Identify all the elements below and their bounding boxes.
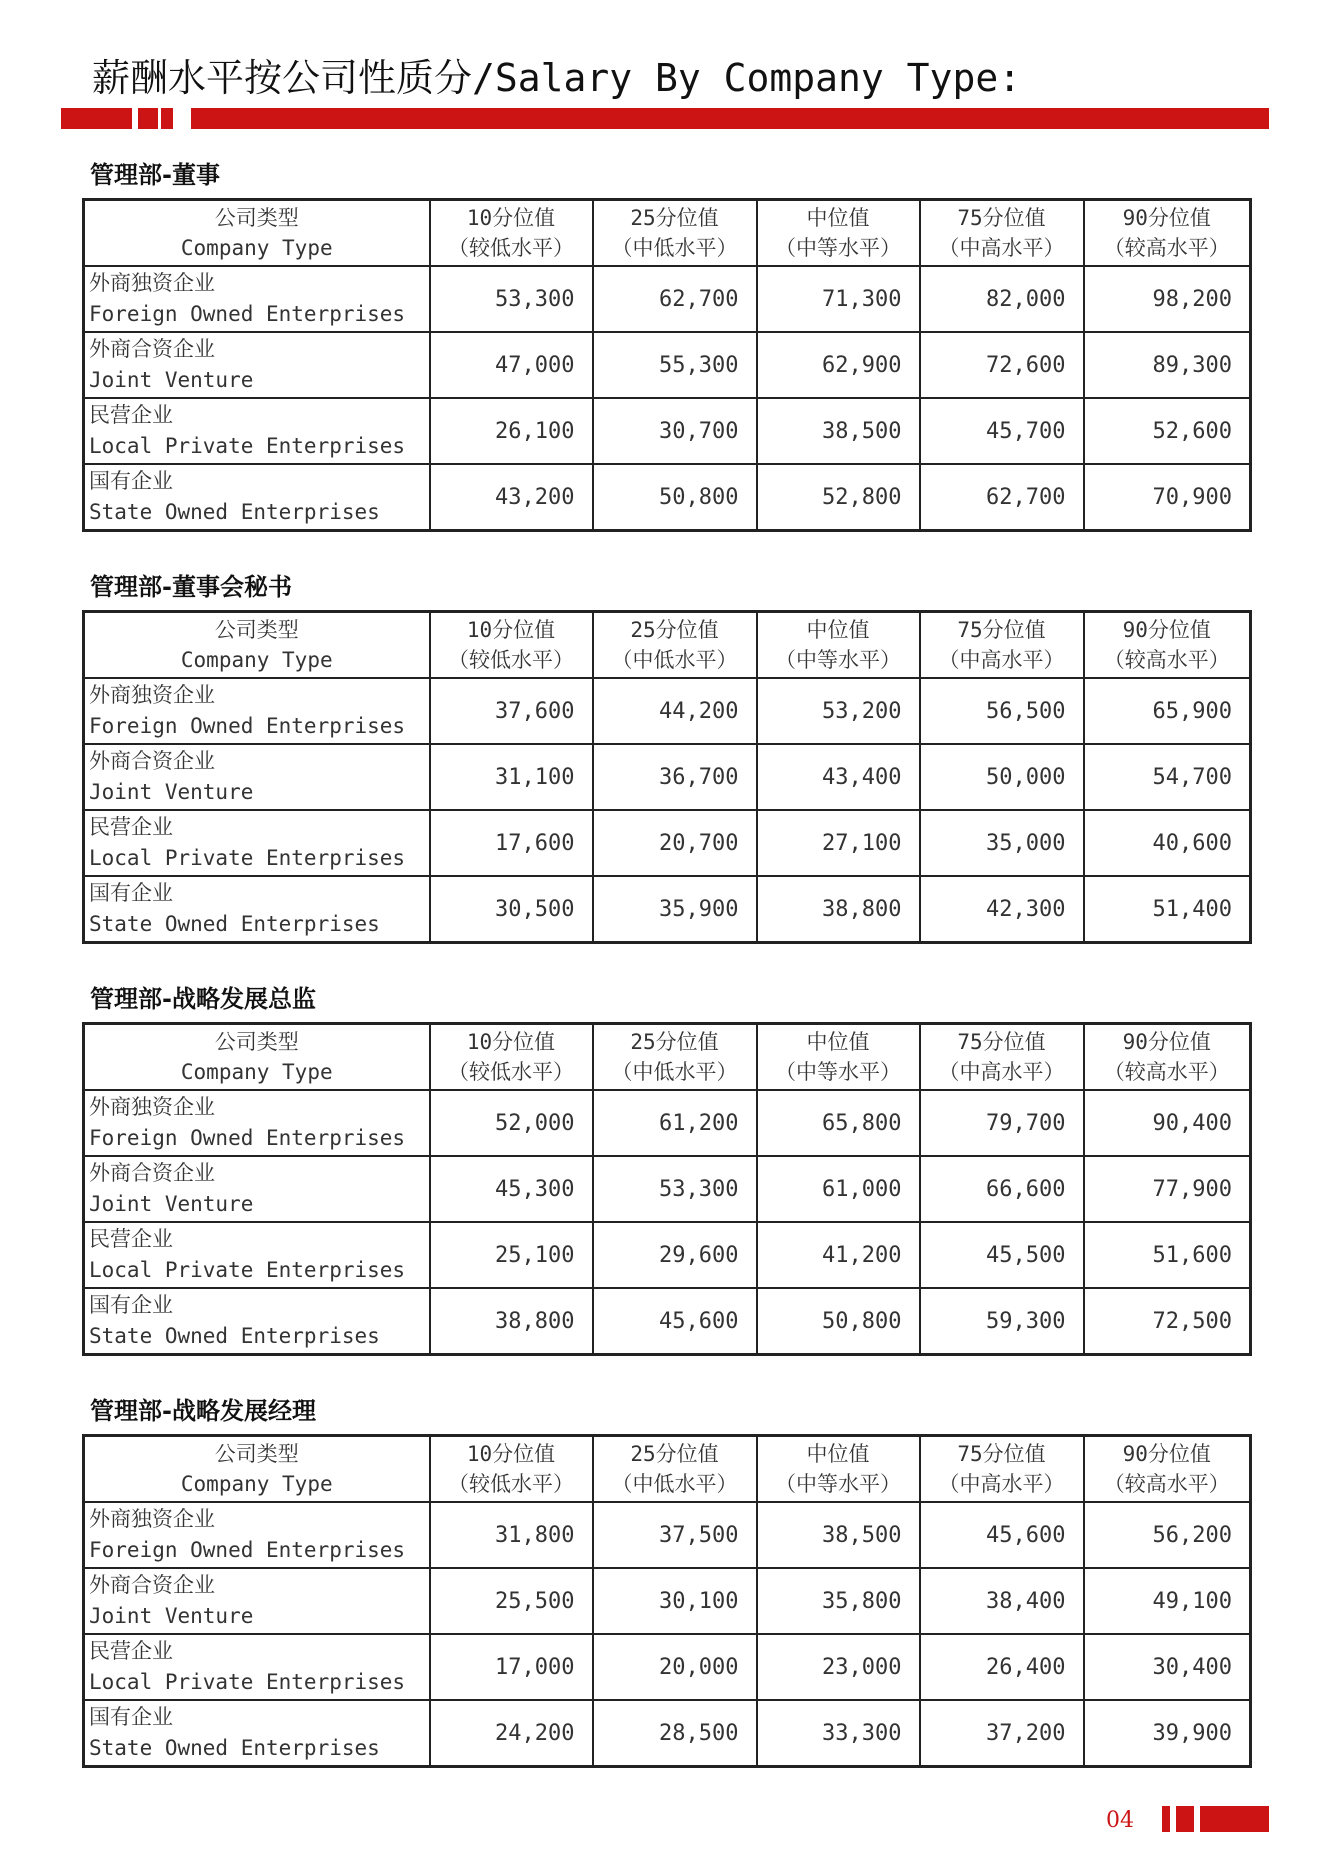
page-title: 薪酬水平按公司性质分/Salary By Company Type:	[92, 56, 1022, 100]
salary-value-cell: 45,600	[593, 1288, 757, 1355]
salary-value-cell: 33,300	[757, 1700, 920, 1767]
column-header-cn: 中位值	[806, 1442, 870, 1466]
company-type-cell	[84, 266, 430, 332]
column-header-en: （中高水平）	[938, 1472, 1065, 1496]
table-header-row	[84, 612, 1251, 679]
company-type-cn: 国有企业	[89, 1705, 173, 1729]
company-type-en: Local Private Enterprises	[89, 846, 406, 870]
company-type-cn: 国有企业	[89, 1293, 173, 1317]
salary-value-cell: 61,200	[593, 1090, 757, 1156]
column-header-cn: 10分位值	[466, 1442, 556, 1466]
column-header-en: （中低水平）	[611, 1060, 738, 1084]
salary-value-cell: 17,000	[430, 1634, 593, 1700]
salary-value-cell: 31,100	[430, 744, 593, 810]
salary-value-cell: 35,800	[757, 1568, 920, 1634]
company-type-en: Foreign Owned Enterprises	[89, 302, 406, 326]
column-header-en: （中低水平）	[611, 648, 738, 672]
salary-value-cell: 20,700	[593, 810, 757, 876]
salary-value-cell: 37,600	[430, 678, 593, 744]
table-row	[84, 1634, 1251, 1700]
header-bar-block-2	[161, 108, 173, 129]
column-header-en: （中等水平）	[775, 648, 901, 672]
column-header-cn: 公司类型	[214, 1442, 299, 1466]
salary-value-cell: 31,800	[430, 1502, 593, 1568]
column-header-cn: 中位值	[806, 1030, 870, 1054]
footer-bar-block-2	[1176, 1806, 1194, 1832]
column-header-cn: 75分位值	[957, 206, 1046, 230]
salary-value-cell: 45,600	[920, 1502, 1084, 1568]
column-header-en: （中低水平）	[611, 236, 738, 260]
salary-value-cell: 62,700	[920, 464, 1084, 531]
salary-value-cell: 43,400	[757, 744, 920, 810]
salary-value-cell: 51,400	[1084, 876, 1251, 943]
salary-value-cell: 65,900	[1084, 678, 1251, 744]
salary-value-cell: 28,500	[593, 1700, 757, 1767]
column-header-en: （较低水平）	[448, 236, 574, 260]
column-header-cn: 10分位值	[466, 1030, 556, 1054]
company-type-cell	[84, 876, 430, 943]
company-type-cn: 民营企业	[89, 1227, 173, 1251]
salary-value-cell: 54,700	[1084, 744, 1251, 810]
salary-value-cell: 30,500	[430, 876, 593, 943]
header-bar-block-1	[138, 108, 158, 129]
company-type-cn: 民营企业	[89, 403, 173, 427]
column-header-cn: 公司类型	[214, 618, 299, 642]
salary-value-cell: 52,600	[1084, 398, 1251, 464]
company-type-en: State Owned Enterprises	[89, 1736, 380, 1760]
company-type-cn: 外商合资企业	[89, 749, 215, 773]
salary-value-cell: 50,800	[757, 1288, 920, 1355]
column-header-en: （较低水平）	[448, 1060, 574, 1084]
table-row	[84, 266, 1251, 332]
column-header	[1084, 1436, 1251, 1503]
salary-value-cell: 70,900	[1084, 464, 1251, 531]
column-header	[757, 1436, 920, 1503]
company-type-en: State Owned Enterprises	[89, 912, 380, 936]
column-header-en: （中高水平）	[938, 1060, 1065, 1084]
salary-value-cell: 77,900	[1084, 1156, 1251, 1222]
salary-value-cell: 23,000	[757, 1634, 920, 1700]
table-row	[84, 464, 1251, 531]
header-bar-right	[191, 108, 1269, 129]
company-type-cn: 外商合资企业	[89, 337, 215, 361]
salary-value-cell: 37,200	[920, 1700, 1084, 1767]
salary-value-cell: 62,700	[593, 266, 757, 332]
table-row	[84, 1502, 1251, 1568]
salary-value-cell: 55,300	[593, 332, 757, 398]
salary-table	[82, 1022, 1252, 1356]
column-header-cn: 10分位值	[466, 206, 556, 230]
salary-value-cell: 65,800	[757, 1090, 920, 1156]
company-type-en: Foreign Owned Enterprises	[89, 714, 406, 738]
company-type-cn: 外商合资企业	[89, 1161, 215, 1185]
salary-value-cell: 17,600	[430, 810, 593, 876]
column-header	[757, 1024, 920, 1091]
column-header-en: Company Type	[180, 1060, 333, 1084]
salary-value-cell: 47,000	[430, 332, 593, 398]
salary-table	[82, 610, 1252, 944]
company-type-en: Local Private Enterprises	[89, 1670, 406, 1694]
column-header	[1084, 1024, 1251, 1091]
column-header	[593, 1024, 757, 1091]
table-header-row	[84, 1436, 1251, 1503]
company-type-cn: 国有企业	[89, 469, 173, 493]
salary-value-cell: 39,900	[1084, 1700, 1251, 1767]
column-header-en: （中等水平）	[775, 1472, 901, 1496]
table-row	[84, 876, 1251, 943]
company-type-cell	[84, 678, 430, 744]
column-header-en: （较低水平）	[448, 648, 574, 672]
header-bar-left	[61, 108, 132, 129]
column-header-cn: 25分位值	[630, 618, 719, 642]
column-header	[430, 612, 593, 679]
salary-value-cell: 38,800	[757, 876, 920, 943]
column-header	[920, 1436, 1084, 1503]
salary-value-cell: 30,700	[593, 398, 757, 464]
table-row	[84, 398, 1251, 464]
column-header-en: （较高水平）	[1103, 1472, 1230, 1496]
company-type-cn: 民营企业	[89, 815, 173, 839]
column-header-en: （中等水平）	[775, 1060, 901, 1084]
column-header-en: Company Type	[180, 1472, 333, 1496]
company-type-en: Local Private Enterprises	[89, 1258, 406, 1282]
salary-value-cell: 82,000	[920, 266, 1084, 332]
column-header-cn: 中位值	[806, 618, 870, 642]
column-header-en: （较高水平）	[1103, 1060, 1230, 1084]
company-type-cell	[84, 1700, 430, 1767]
salary-value-cell: 37,500	[593, 1502, 757, 1568]
column-header-cn: 公司类型	[214, 1030, 299, 1054]
company-type-cn: 外商独资企业	[89, 683, 215, 707]
salary-value-cell: 38,500	[757, 398, 920, 464]
company-type-cell	[84, 1568, 430, 1634]
column-header	[84, 200, 430, 267]
column-header-cn: 75分位值	[957, 1442, 1046, 1466]
column-header	[757, 200, 920, 267]
section-title: 管理部-战略发展经理	[90, 1397, 316, 1425]
company-type-cn: 国有企业	[89, 881, 173, 905]
table-row	[84, 1090, 1251, 1156]
column-header-cn: 25分位值	[630, 206, 719, 230]
salary-value-cell: 30,100	[593, 1568, 757, 1634]
company-type-cell	[84, 744, 430, 810]
company-type-cell	[84, 1502, 430, 1568]
company-type-en: Joint Venture	[89, 1192, 254, 1216]
salary-value-cell: 42,300	[920, 876, 1084, 943]
column-header	[430, 200, 593, 267]
salary-value-cell: 43,200	[430, 464, 593, 531]
column-header	[84, 1024, 430, 1091]
column-header-cn: 25分位值	[630, 1030, 719, 1054]
salary-value-cell: 53,300	[593, 1156, 757, 1222]
salary-value-cell: 62,900	[757, 332, 920, 398]
salary-value-cell: 59,300	[920, 1288, 1084, 1355]
column-header	[593, 1436, 757, 1503]
company-type-cn: 外商独资企业	[89, 1095, 215, 1119]
company-type-cn: 外商独资企业	[89, 1507, 215, 1531]
column-header-cn: 90分位值	[1122, 1030, 1211, 1054]
company-type-en: Foreign Owned Enterprises	[89, 1126, 406, 1150]
table-row	[84, 810, 1251, 876]
company-type-en: Joint Venture	[89, 1604, 254, 1628]
salary-value-cell: 51,600	[1084, 1222, 1251, 1288]
salary-value-cell: 72,500	[1084, 1288, 1251, 1355]
salary-value-cell: 45,500	[920, 1222, 1084, 1288]
salary-value-cell: 40,600	[1084, 810, 1251, 876]
salary-value-cell: 53,200	[757, 678, 920, 744]
salary-value-cell: 53,300	[430, 266, 593, 332]
column-header-en: （中等水平）	[775, 236, 901, 260]
salary-value-cell: 38,800	[430, 1288, 593, 1355]
section-title: 管理部-董事	[90, 161, 220, 189]
table-row	[84, 1568, 1251, 1634]
salary-value-cell: 49,100	[1084, 1568, 1251, 1634]
salary-value-cell: 30,400	[1084, 1634, 1251, 1700]
column-header-cn: 中位值	[806, 206, 870, 230]
company-type-en: Foreign Owned Enterprises	[89, 1538, 406, 1562]
column-header-en: （较低水平）	[448, 1472, 574, 1496]
column-header-cn: 75分位值	[957, 1030, 1046, 1054]
salary-value-cell: 79,700	[920, 1090, 1084, 1156]
section-title: 管理部-董事会秘书	[90, 573, 292, 601]
company-type-cell	[84, 1090, 430, 1156]
salary-value-cell: 26,100	[430, 398, 593, 464]
salary-value-cell: 90,400	[1084, 1090, 1251, 1156]
salary-value-cell: 24,200	[430, 1700, 593, 1767]
salary-value-cell: 52,000	[430, 1090, 593, 1156]
company-type-cell	[84, 1288, 430, 1355]
salary-table	[82, 198, 1252, 532]
table-row	[84, 744, 1251, 810]
salary-value-cell: 20,000	[593, 1634, 757, 1700]
salary-value-cell: 61,000	[757, 1156, 920, 1222]
company-type-cell	[84, 332, 430, 398]
company-type-en: State Owned Enterprises	[89, 500, 380, 524]
table-row	[84, 678, 1251, 744]
table-row	[84, 1700, 1251, 1767]
company-type-en: Joint Venture	[89, 368, 254, 392]
column-header	[920, 1024, 1084, 1091]
table-header-row	[84, 200, 1251, 267]
column-header-en: （中低水平）	[611, 1472, 738, 1496]
column-header-cn: 10分位值	[466, 618, 556, 642]
salary-value-cell: 89,300	[1084, 332, 1251, 398]
company-type-cell	[84, 1156, 430, 1222]
salary-value-cell: 45,300	[430, 1156, 593, 1222]
salary-value-cell: 38,500	[757, 1502, 920, 1568]
section-title: 管理部-战略发展总监	[90, 985, 316, 1013]
salary-value-cell: 35,000	[920, 810, 1084, 876]
footer-bar-right	[1200, 1806, 1269, 1832]
salary-value-cell: 38,400	[920, 1568, 1084, 1634]
column-header-cn: 25分位值	[630, 1442, 719, 1466]
salary-value-cell: 52,800	[757, 464, 920, 531]
column-header-cn: 90分位值	[1122, 206, 1211, 230]
table-row	[84, 1222, 1251, 1288]
column-header-en: （较高水平）	[1103, 648, 1230, 672]
salary-value-cell: 35,900	[593, 876, 757, 943]
salary-value-cell: 56,500	[920, 678, 1084, 744]
salary-value-cell: 27,100	[757, 810, 920, 876]
salary-value-cell: 26,400	[920, 1634, 1084, 1700]
company-type-cell	[84, 1634, 430, 1700]
salary-value-cell: 25,500	[430, 1568, 593, 1634]
salary-value-cell: 44,200	[593, 678, 757, 744]
table-row	[84, 1156, 1251, 1222]
company-type-cell	[84, 464, 430, 531]
salary-value-cell: 71,300	[757, 266, 920, 332]
salary-table	[82, 1434, 1252, 1768]
column-header-cn: 90分位值	[1122, 1442, 1211, 1466]
column-header-en: （较高水平）	[1103, 236, 1230, 260]
company-type-cn: 外商独资企业	[89, 271, 215, 295]
table-header-row	[84, 1024, 1251, 1091]
salary-value-cell: 56,200	[1084, 1502, 1251, 1568]
footer-bar-block-1	[1162, 1806, 1170, 1832]
column-header	[430, 1024, 593, 1091]
salary-value-cell: 45,700	[920, 398, 1084, 464]
salary-value-cell: 25,100	[430, 1222, 593, 1288]
column-header-cn: 75分位值	[957, 618, 1046, 642]
table-row	[84, 1288, 1251, 1355]
column-header	[84, 1436, 430, 1503]
column-header	[593, 612, 757, 679]
salary-value-cell: 98,200	[1084, 266, 1251, 332]
salary-value-cell: 50,800	[593, 464, 757, 531]
table-row	[84, 332, 1251, 398]
column-header-en: （中高水平）	[938, 648, 1065, 672]
company-type-cell	[84, 1222, 430, 1288]
column-header-en: Company Type	[180, 648, 333, 672]
salary-value-cell: 50,000	[920, 744, 1084, 810]
company-type-cn: 外商合资企业	[89, 1573, 215, 1597]
column-header	[920, 200, 1084, 267]
column-header-cn: 90分位值	[1122, 618, 1211, 642]
column-header-en: （中高水平）	[938, 236, 1065, 260]
salary-value-cell: 66,600	[920, 1156, 1084, 1222]
column-header-en: Company Type	[180, 236, 333, 260]
salary-value-cell: 41,200	[757, 1222, 920, 1288]
company-type-en: Joint Venture	[89, 780, 254, 804]
column-header	[1084, 200, 1251, 267]
company-type-cell	[84, 810, 430, 876]
salary-value-cell: 36,700	[593, 744, 757, 810]
salary-value-cell: 29,600	[593, 1222, 757, 1288]
salary-value-cell: 72,600	[920, 332, 1084, 398]
company-type-cell	[84, 398, 430, 464]
company-type-en: State Owned Enterprises	[89, 1324, 380, 1348]
company-type-en: Local Private Enterprises	[89, 434, 406, 458]
column-header	[84, 612, 430, 679]
company-type-cn: 民营企业	[89, 1639, 173, 1663]
page-number: 04	[1106, 1808, 1134, 1833]
column-header	[920, 612, 1084, 679]
column-header	[593, 200, 757, 267]
column-header	[757, 612, 920, 679]
column-header	[430, 1436, 593, 1503]
column-header-cn: 公司类型	[214, 206, 299, 230]
column-header	[1084, 612, 1251, 679]
